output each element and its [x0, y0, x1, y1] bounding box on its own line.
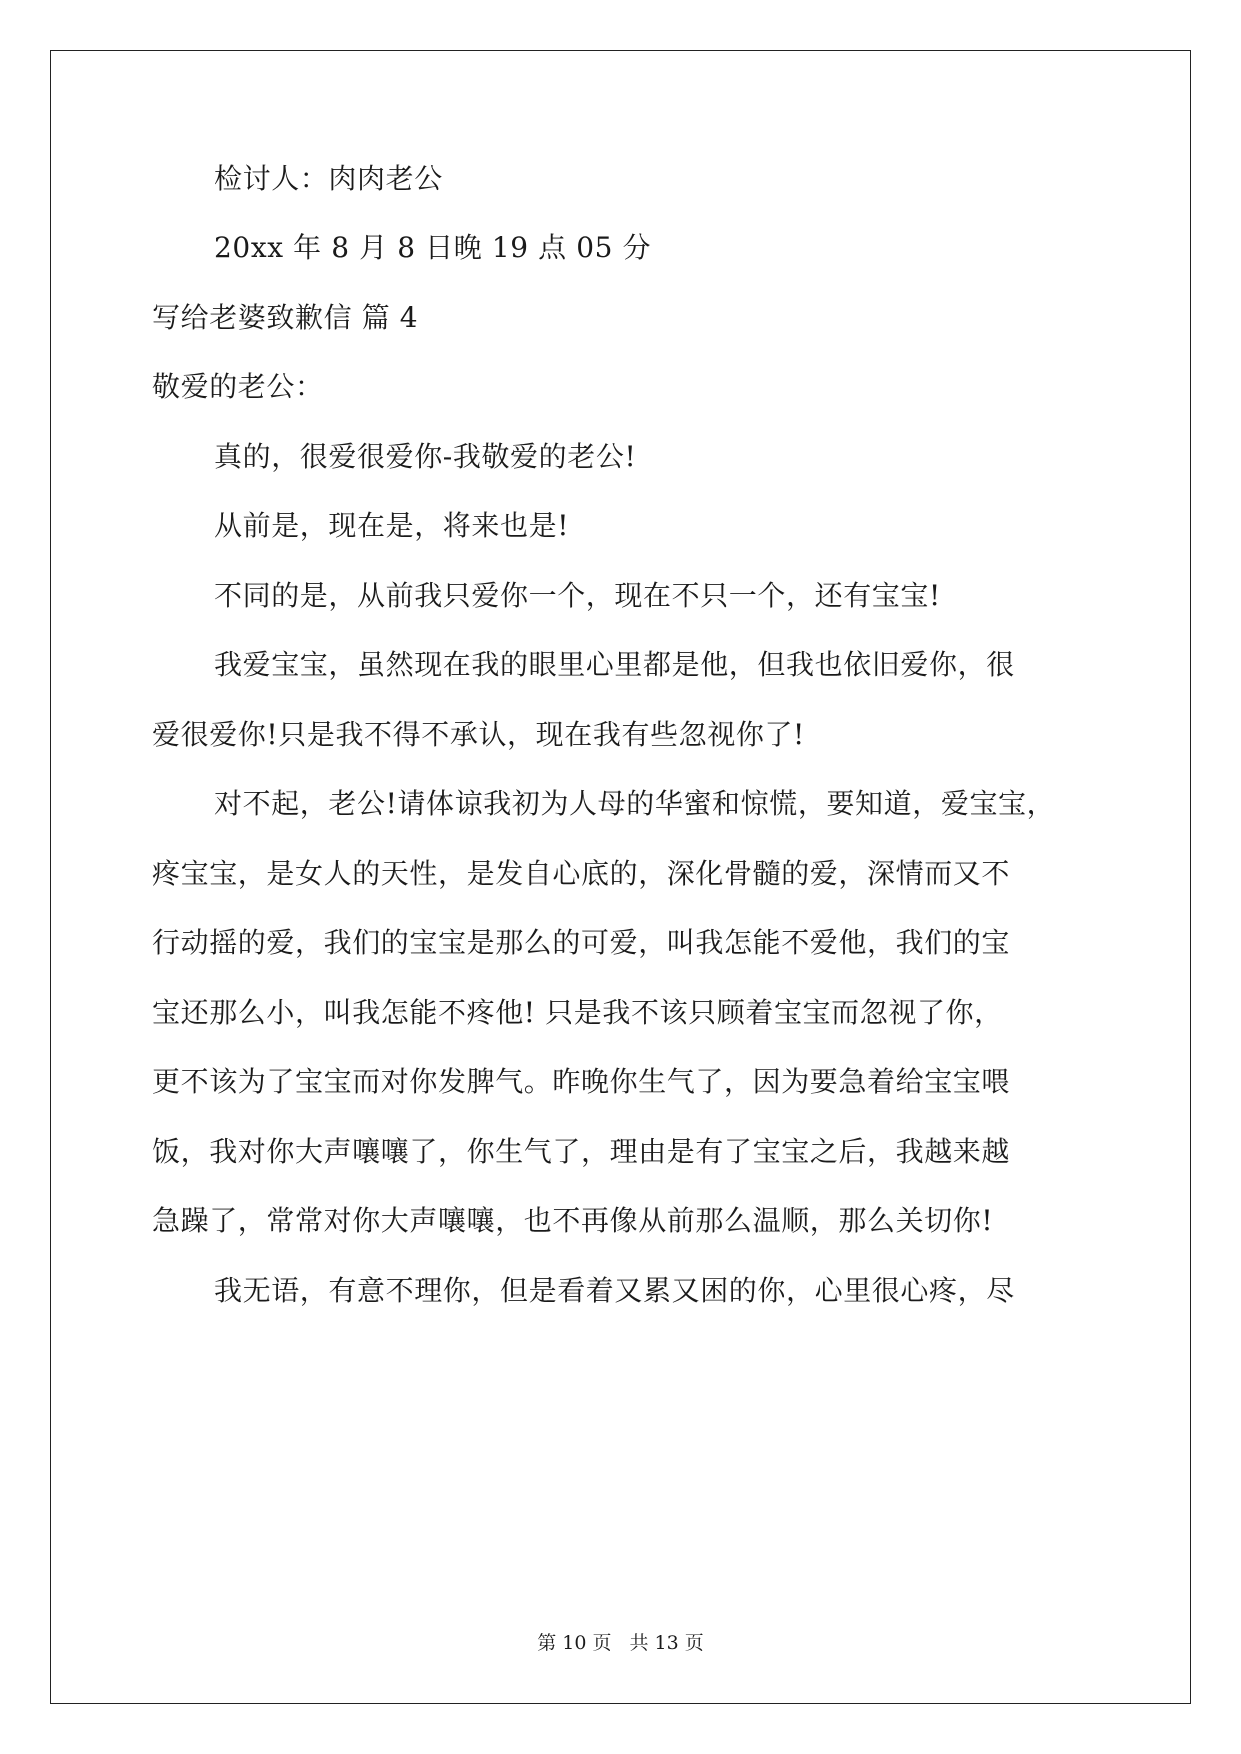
paragraph-line: 真的，很爱很爱你-我敬爱的老公!: [214, 440, 637, 473]
salutation: 敬爱的老公：: [152, 370, 324, 403]
paragraph-line: 不同的是，从前我只爱你一个，现在不只一个，还有宝宝!: [214, 579, 941, 612]
paragraph-line: 从前是，现在是，将来也是!: [214, 509, 570, 542]
paragraph-line: 更不该为了宝宝而对你发脾气。昨晚你生气了，因为要急着给宝宝喂: [152, 1065, 1011, 1098]
paragraph-line: 宝还那么小，叫我怎能不疼他! 只是我不该只顾着宝宝而忽视了你，: [152, 996, 1003, 1029]
section-title: 写给老婆致歉信 篇 4: [152, 301, 419, 334]
paragraph-line: 爱很爱你!只是我不得不承认，现在我有些忽视你了!: [152, 718, 805, 751]
page-footer: [0, 1631, 1241, 1655]
paragraph-line: 疼宝宝，是女人的天性，是发自心底的，深化骨髓的爱，深情而又不: [152, 857, 1011, 890]
paragraph-line: 行动摇的爱，我们的宝宝是那么的可爱，叫我怎能不爱他，我们的宝: [152, 926, 1011, 959]
paragraph-line: 我爱宝宝，虽然现在我的眼里心里都是他，但我也依旧爱你，很: [214, 648, 1015, 681]
paragraph-line: 饭，我对你大声嚷嚷了，你生气了，理由是有了宝宝之后，我越来越: [152, 1135, 1011, 1168]
paragraph-line: 对不起，老公!请体谅我初为人母的华蜜和惊慌，要知道，爱宝宝，: [214, 787, 1056, 820]
page-total: 共 13 页: [629, 1632, 704, 1654]
date-line: 20xx 年 8 月 8 日晚 19 点 05 分: [214, 231, 652, 264]
page-number: 第 10 页: [537, 1632, 612, 1654]
paragraph-line: 急躁了，常常对你大声嚷嚷，也不再像从前那么温顺，那么关切你!: [152, 1204, 994, 1237]
paragraph-line: 我无语，有意不理你，但是看着又累又困的你，心里很心疼，尽: [214, 1274, 1015, 1307]
signature-line: 检讨人：肉肉老公: [214, 162, 443, 195]
